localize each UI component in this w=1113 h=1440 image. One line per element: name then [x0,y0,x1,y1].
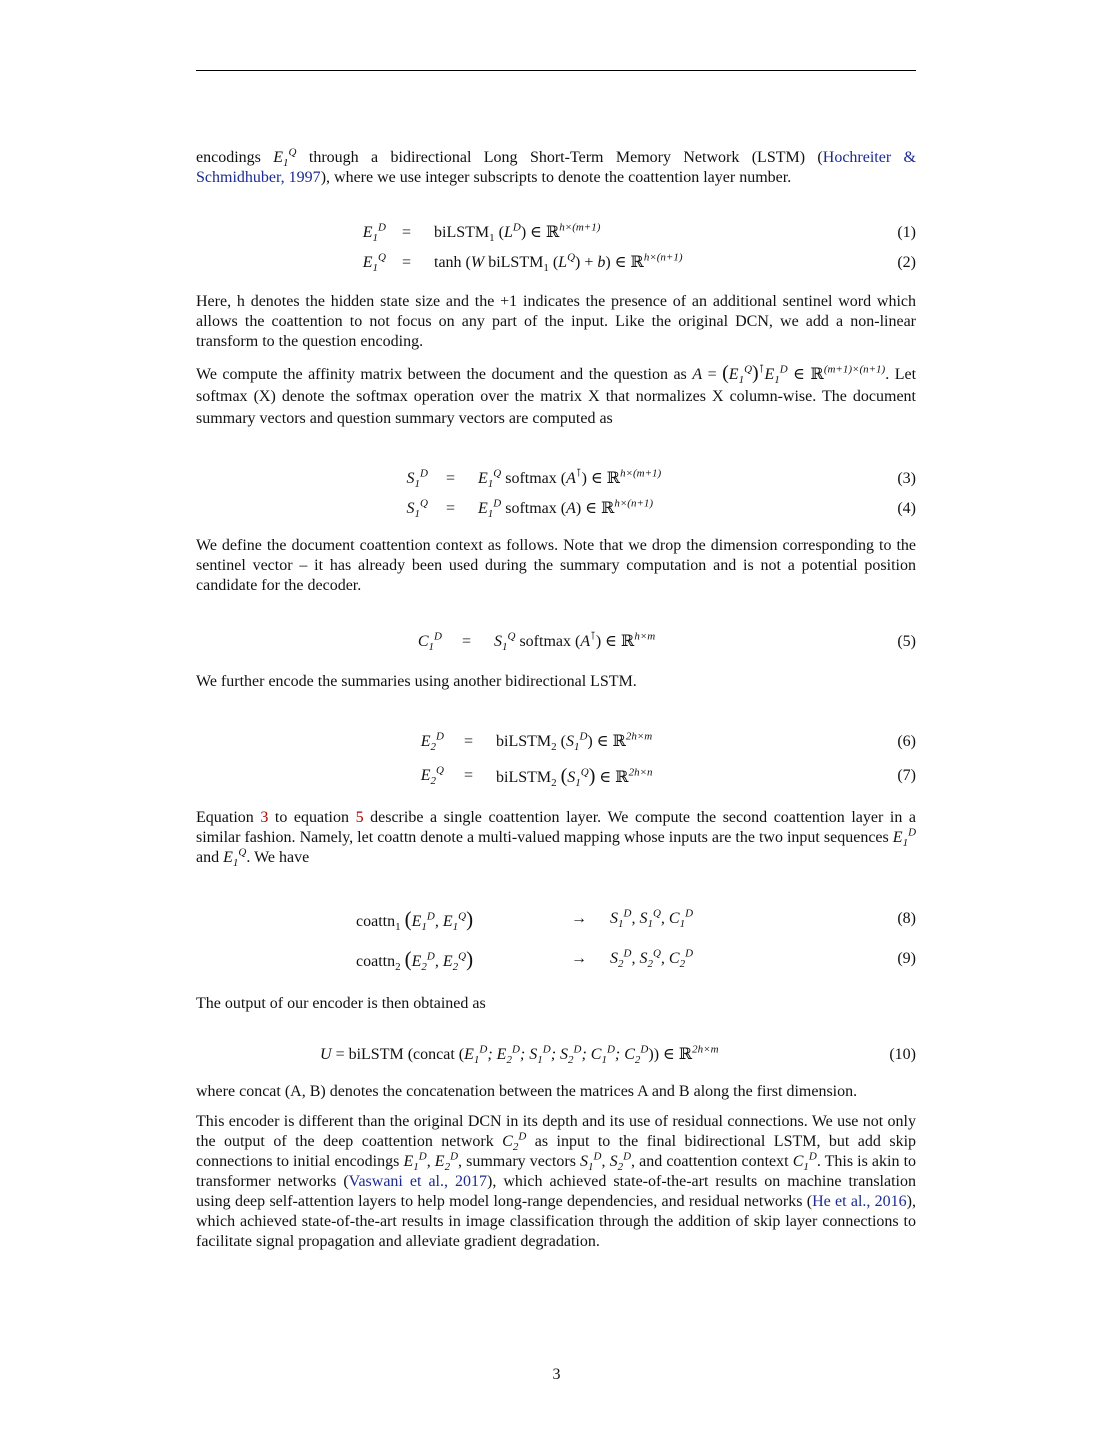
eq5-rhs: $S_1^Q$ softmax (A⊺) ∈ ℝ$^{h\times m}$ [494,630,656,654]
equations-3-4 [196,464,916,524]
page-body [196,148,916,1252]
paragraph-7: The output of our encoder is then obtained as [196,995,486,1012]
paragraph-2: Here, h denotes the hidden state size and the +1 indicates the presence of an additional sentinel word which allows the coattention to not focus on any part of the input. Like the original DCN, we add a non-linear transform to the question encoding. [196,293,916,350]
equation-5-block [196,627,916,657]
paragraph-6: Equation 3 to equation 5 describe a single coattention layer. We compute the second coattention layer in a similar fashion. Namely, let coattn denote a multi-valued mapping whose inputs are the two input sequences $E_1^D$ and $E_1^Q$. We have [196,809,917,870]
eq8-lhs: coattn$_1$ ($E_1^D$, $E_1^Q$) [356,907,474,934]
eq4-lhs: $S_1^Q$ [406,497,428,521]
paragraph-3: We compute the affinity matrix between the document and the question as $A = (E_1^Q)^⊺E_1^D$ ∈ ℝ$^{(m+1)\times(n+1)}$. Let softmax (X) denote the softmax operation over the matrix X that normalizes X column-wise. The document summary vectors and question summary vectors are computed as [196,362,917,427]
eq5-lhs: $C_1^D$ [417,630,442,654]
paragraph-9: This encoder is different than the original DCN in its depth and its use of residual connections. We use not only the output of the deep coattention network $C_2^D$ as input to the final bidirectional LSTM, but add skip connections to initial encodings $E_1^D$, $E_2^D$, summary vectors $S_1^D$, $S_2^D$, and coattention context $C_1^D$. This is akin to transformer networks (Vaswani et al., 2017), which achieved state-of-the-art results on machine translation using deep self-attention layers to help model long-range dependencies, and residual networks (He et al., 2016), which achieved state-of-the-art results in image classification through the addition of skip layer connections to facilitate signal propagation and alleviate gradient degradation. [196,1113,917,1250]
citation-he[interactable]: He et al., 2016 [812,1193,907,1210]
eq6-number: (6) [897,733,916,750]
equations-8-9 [196,902,916,976]
citation-vaswani[interactable]: Vaswani et al., 2017 [348,1173,488,1190]
eq10-number: (10) [889,1046,916,1063]
eq4-number: (4) [897,500,916,517]
equation-9: coattn$_2$ ($E_2^D$, $E_2^Q$) → $S_2^D$, $S_2^Q$, $C_2^D$ (9) [196,942,916,976]
paragraph-8: where concat (A, B) denotes the concatenation between the matrices A and B along the first dimension. [196,1083,858,1100]
paragraph-5: We further encode the summaries using another bidirectional LSTM. [196,673,637,690]
eq10-expr: U = biLSTM (concat ($E_1^D$; $E_2^D$; $S_1^D$; $S_2^D$; $C_1^D$; $C_2^D$)) ∈ ℝ$^{2h\times m}$ [320,1043,719,1067]
eq9-number: (9) [897,950,916,967]
eq1-lhs: $E_1^D$ [362,221,386,245]
eq1-number: (1) [897,224,916,241]
equation-8: coattn$_1$ ($E_1^D$, $E_1^Q$) → $S_1^D$, $S_1^Q$, $C_1^D$ (8) [196,902,916,936]
eq7-lhs: $E_2^Q$ [420,764,444,788]
eq6-rhs: biLSTM$_2$ $(S_1^D)$ ∈ ℝ$^{2h\times m}$ [496,730,653,754]
paragraph-1: encodings $E_1^Q$ through a bidirectional Long Short-Term Memory Network (LSTM) (Hochreiter & Schmidhuber, 1997), where we use integer subscripts to denote the coattention layer number. [196,146,917,186]
eq2-number: (2) [897,254,916,271]
equation-6: $E_2^D$ = biLSTM$_2$ $(S_1^D)$ ∈ ℝ$^{2h\times m}$ (6) [196,727,916,757]
equation-ref-5[interactable]: 5 [355,809,364,826]
eq7-rhs: biLSTM$_2$ $(S_1^Q)$ ∈ ℝ$^{2h\times n}$ [496,765,653,790]
eq4-rhs: $E_1^D$ softmax (A) ∈ ℝ$^{h\times(n+1)}$ [478,497,654,521]
header-rule [196,70,916,71]
paragraph-4: We define the document coattention context as follows. Note that we drop the dimension corresponding to the sentinel vector – it has already been used during the summary computation and is not a potential position candidate for the decoder. [196,537,916,594]
page-number: 3 [552,1366,561,1383]
eq1-rhs: biLSTM$_1$ $(L^D)$ ∈ ℝ$^{h\times(m+1)}$ [434,221,601,245]
equation-4: $S_1^Q$ = $E_1^D$ softmax (A) ∈ ℝ$^{h\times(n+1)}$ (4) [196,494,916,524]
eq3-number: (3) [897,470,916,487]
eq3-rhs: $E_1^Q$ softmax (A⊺) ∈ ℝ$^{h\times(m+1)}$ [478,467,662,491]
eq2-lhs: $E_1^Q$ [362,251,386,275]
equation-10 [196,1040,916,1070]
eq8-number: (8) [897,910,916,927]
equation-7: $E_2^Q$ = biLSTM$_2$ $(S_1^Q)$ ∈ ℝ$^{2h\times n}$ (7) [196,761,916,791]
eq8-rhs: $S_1^D$, $S_1^Q$, $C_1^D$ [610,907,694,931]
equation-10-block [196,1040,916,1070]
equation-ref-3[interactable]: 3 [260,809,269,826]
equations-6-7 [196,727,916,791]
equation-3: $S_1^D$ = $E_1^Q$ softmax (A⊺) ∈ ℝ$^{h\times(m+1)}$ (3) [196,464,916,494]
citation-hochreiter[interactable]: Hochreiter & Schmidhuber, 1997 [196,149,917,186]
eq9-rhs: $S_2^D$, $S_2^Q$, $C_2^D$ [610,947,694,971]
eq6-lhs: $E_2^D$ [420,730,444,754]
eq2-rhs: tanh (W biLSTM$_1$ $(L^Q) + b$) ∈ ℝ$^{h\times(n+1)}$ [434,251,683,275]
eq5-number: (5) [897,633,916,650]
equation-1: $E_1^D$ = biLSTM$_1$ $(L^D)$ ∈ ℝ$^{h\times(m+1)}$ (1) [196,218,916,248]
eq9-lhs: coattn$_2$ ($E_2^D$, $E_2^Q$) [356,947,474,974]
equation-2: $E_1^Q$ = tanh (W biLSTM$_1$ $(L^Q) + b$) ∈ ℝ$^{h\times(n+1)}$ (2) [196,248,916,278]
equations-1-2 [196,218,916,278]
equation-5: $C_1^D$ = $S_1^Q$ softmax (A⊺) ∈ ℝ$^{h\times m}$ (5) [196,627,916,657]
eq7-number: (7) [897,767,916,784]
eq3-lhs: $S_1^D$ [406,467,428,491]
